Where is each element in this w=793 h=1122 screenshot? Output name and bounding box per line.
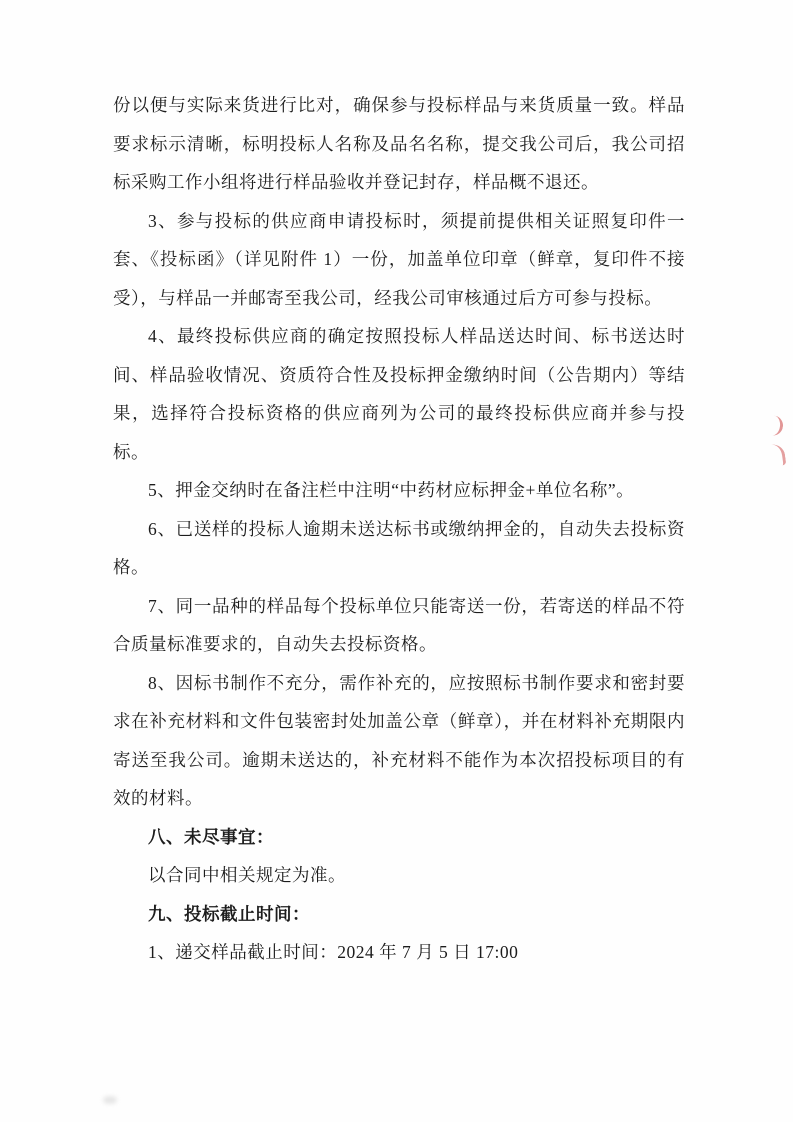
- paragraph: 八、未尽事宜：: [148, 826, 274, 847]
- red-stamp-edge-mark: [770, 443, 787, 467]
- paragraph: 份以便与实际来货进行比对，确保参与投标样品与来货质量一致。样品要求标示清晰，标明投标人名称及品名名称，提交我公司后，我公司招标采购工作小组将进行样品验收并登记封存，样品概不退还。: [113, 95, 685, 192]
- paragraph: 8、因标书制作不充分，需作补充的，应按照标书制作要求和密封要求在补充材料和文件包装密封处加盖公章（鲜章），并在材料补充期限内寄送至我公司。逾期未送达的，补充材料不能作为本次招投标项目的有效的材料。: [113, 672, 685, 808]
- paragraph: 1、递交样品截止时间：2024 年 7 月 5 日 17:00: [148, 942, 519, 962]
- red-stamp-edge-mark: [770, 415, 784, 436]
- paragraph: 6、已送样的投标人逾期未送达标书或缴纳押金的，自动失去投标资格。: [113, 518, 685, 577]
- paragraph: 3、参与投标的供应商申请投标时，须提前提供相关证照复印件一套、《投标函》（详见附件 1）一份，加盖单位印章（鲜章，复印件不接受），与样品一并邮寄至我公司，经我公司审核通过后方可参与投标。: [113, 210, 685, 308]
- paragraph: 以合同中相关规定为准。: [148, 865, 346, 885]
- paragraph: 7、同一品种的样品每个投标单位只能寄送一份，若寄送的样品不符合质量标准要求的，自动失去投标资格。: [113, 595, 685, 654]
- paragraph: 九、投标截止时间：: [148, 903, 310, 924]
- paragraph: 5、押金交纳时在备注栏中注明“中药材应标押金+单位名称”。: [148, 480, 635, 500]
- document-body-text: [113, 86, 685, 972]
- paragraph: 4、最终投标供应商的确定按照投标人样品送达时间、标书送达时间、样品验收情况、资质符合性及投标押金缴纳时间（公告期内）等结果，选择符合投标资格的供应商列为公司的最终投标供应商并参与投标。: [113, 326, 685, 462]
- scan-artifact-mark: [103, 1096, 117, 1104]
